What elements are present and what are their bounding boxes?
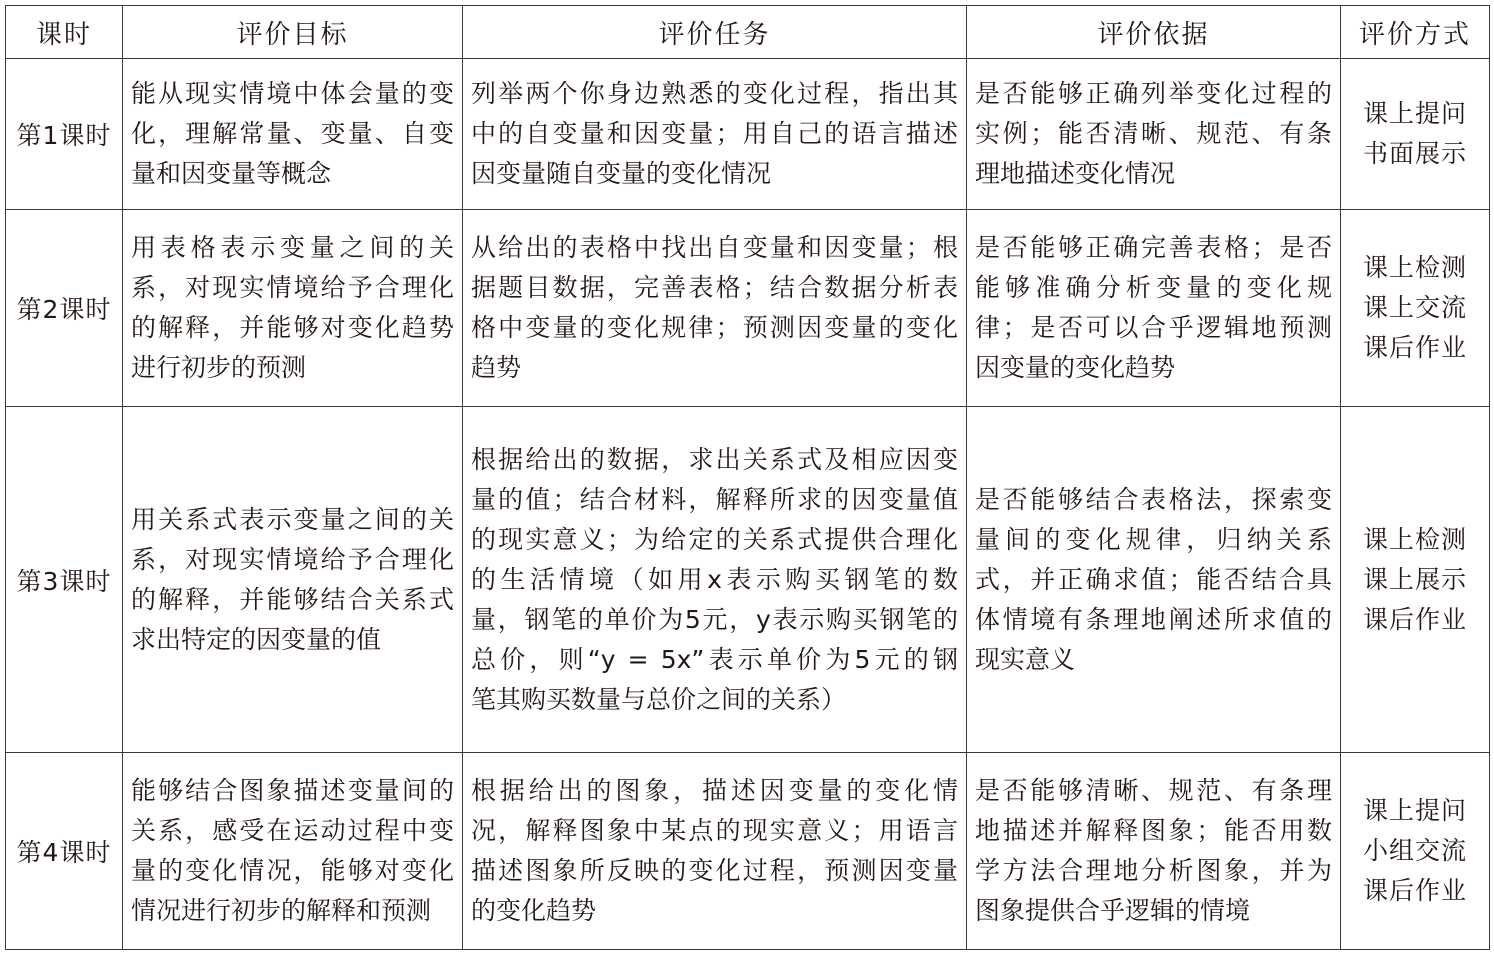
goal-line: 关系，感受在运动过程中变 xyxy=(131,816,454,845)
goal-cell xyxy=(123,210,463,407)
goal-cell xyxy=(123,753,463,950)
method-cell xyxy=(1341,210,1490,407)
task-cell xyxy=(463,407,967,753)
goal-line: 求出特定的因变量的值 xyxy=(131,624,382,654)
goal-line: 量的变化情况，能够对变化 xyxy=(131,856,454,885)
goal-cell xyxy=(123,59,463,210)
table-row xyxy=(6,59,1490,210)
basis-line: 地描述并解释图象；能否用数 xyxy=(975,816,1332,845)
task-line: 描述图象所反映的变化过程，预测因变量 xyxy=(471,856,958,885)
lesson-cell: 第2课时 xyxy=(6,210,123,407)
method-cell xyxy=(1341,753,1490,950)
method-cell xyxy=(1341,407,1490,753)
basis-line: 体情境有条理地阐述所求值的 xyxy=(975,604,1332,634)
method-cell xyxy=(1341,59,1490,210)
method-line: 课上展示 xyxy=(1362,564,1467,594)
basis-line: 是否能够结合表格法，探索变 xyxy=(975,484,1332,514)
goal-line: 系，对现实情境给予合理化 xyxy=(131,273,454,302)
method-line: 课后作业 xyxy=(1362,604,1467,634)
task-line: 笔其购买数量与总价之间的关系） xyxy=(471,684,847,714)
method-line: 课上检测 xyxy=(1362,524,1467,554)
task-line: 因变量随自变量的变化情况 xyxy=(471,159,772,188)
task-line: 况，解释图象中某点的现实意义；用语言 xyxy=(471,816,958,845)
header-method: 评价方式 xyxy=(1341,6,1490,59)
task-line: 从给出的表格中找出自变量和因变量；根 xyxy=(471,233,958,262)
task-line: 根据给出的图象，描述因变量的变化情 xyxy=(471,776,958,805)
lesson-cell: 第3课时 xyxy=(6,407,123,753)
basis-line: 是否能够正确完善表格；是否 xyxy=(975,233,1332,262)
method-line: 课后作业 xyxy=(1362,876,1467,905)
task-line: 总价，则“y = 5x”表示单价为5元的钢 xyxy=(471,644,958,674)
basis-line: 实例；能否清晰、规范、有条 xyxy=(975,119,1332,148)
task-line: 的现实意义；为给定的关系式提供合理化 xyxy=(471,524,958,554)
basis-line: 是否能够正确列举变化过程的 xyxy=(975,79,1332,108)
basis-line: 律；是否可以合乎逻辑地预测 xyxy=(975,313,1332,342)
basis-cell xyxy=(967,753,1341,950)
method-line: 课上提问 xyxy=(1362,99,1467,128)
basis-cell xyxy=(967,59,1341,210)
task-line: 格中变量的变化规律；预测因变量的变化 xyxy=(471,313,958,342)
task-line: 的变化趋势 xyxy=(471,896,597,925)
task-line: 列举两个你身边熟悉的变化过程，指出其 xyxy=(471,79,958,108)
goal-line: 情况进行初步的解释和预测 xyxy=(131,896,432,925)
basis-line: 式，并正确求值；能否结合具 xyxy=(975,564,1332,594)
task-line: 量，钢笔的单价为5元，y表示购买钢笔的 xyxy=(471,604,958,634)
basis-cell xyxy=(967,210,1341,407)
basis-line: 能够准确分析变量的变化规 xyxy=(975,273,1332,302)
table-row xyxy=(6,210,1490,407)
lesson-cell: 第4课时 xyxy=(6,753,123,950)
header-basis: 评价依据 xyxy=(967,6,1341,59)
basis-line: 理地描述变化情况 xyxy=(975,159,1176,188)
goal-line: 化，理解常量、变量、自变 xyxy=(131,119,454,148)
task-line: 趋势 xyxy=(471,353,522,382)
goal-line: 用表格表示变量之间的关 xyxy=(131,233,454,262)
method-line: 课上检测 xyxy=(1362,253,1467,282)
evaluation-table xyxy=(5,5,1490,950)
goal-cell xyxy=(123,407,463,753)
goal-line: 的解释，并能够结合关系式 xyxy=(131,584,454,614)
task-line: 中的自变量和因变量；用自己的语言描述 xyxy=(471,119,958,148)
task-line: 量的值；结合材料，解释所求的因变量值 xyxy=(471,484,958,514)
method-line: 书面展示 xyxy=(1362,139,1467,168)
basis-cell xyxy=(967,407,1341,753)
table-row xyxy=(6,407,1490,753)
header-goal: 评价目标 xyxy=(123,6,463,59)
evaluation-table-container xyxy=(5,5,1489,950)
method-line: 小组交流 xyxy=(1362,836,1467,865)
goal-line: 系，对现实情境给予合理化 xyxy=(131,544,454,574)
method-line: 课上提问 xyxy=(1362,796,1467,825)
method-line: 课后作业 xyxy=(1362,333,1467,362)
basis-line: 学方法合理地分析图象，并为 xyxy=(975,856,1332,885)
basis-line: 图象提供合乎逻辑的情境 xyxy=(975,896,1251,925)
task-line: 据题目数据，完善表格；结合数据分析表 xyxy=(471,273,958,302)
header-lesson: 课时 xyxy=(6,6,123,59)
header-task: 评价任务 xyxy=(463,6,967,59)
goal-line: 用关系式表示变量之间的关 xyxy=(131,504,454,534)
basis-line: 是否能够清晰、规范、有条理 xyxy=(975,776,1332,805)
goal-line: 的解释，并能够对变化趋势 xyxy=(131,313,454,342)
task-cell xyxy=(463,59,967,210)
task-line: 的生活情境（如用x表示购买钢笔的数 xyxy=(471,564,958,594)
header-row xyxy=(6,6,1490,59)
goal-line: 能从现实情境中体会量的变 xyxy=(131,79,454,108)
basis-line: 因变量的变化趋势 xyxy=(975,353,1176,382)
task-cell xyxy=(463,753,967,950)
basis-line: 现实意义 xyxy=(975,644,1076,674)
task-cell xyxy=(463,210,967,407)
goal-line: 量和因变量等概念 xyxy=(131,159,332,188)
goal-line: 进行初步的预测 xyxy=(131,353,307,382)
basis-line: 量间的变化规律，归纳关系 xyxy=(975,524,1332,554)
task-line: 根据给出的数据，求出关系式及相应因变 xyxy=(471,444,958,474)
method-line: 课上交流 xyxy=(1362,293,1467,322)
goal-line: 能够结合图象描述变量间的 xyxy=(131,776,454,805)
table-row xyxy=(6,753,1490,950)
lesson-cell: 第1课时 xyxy=(6,59,123,210)
